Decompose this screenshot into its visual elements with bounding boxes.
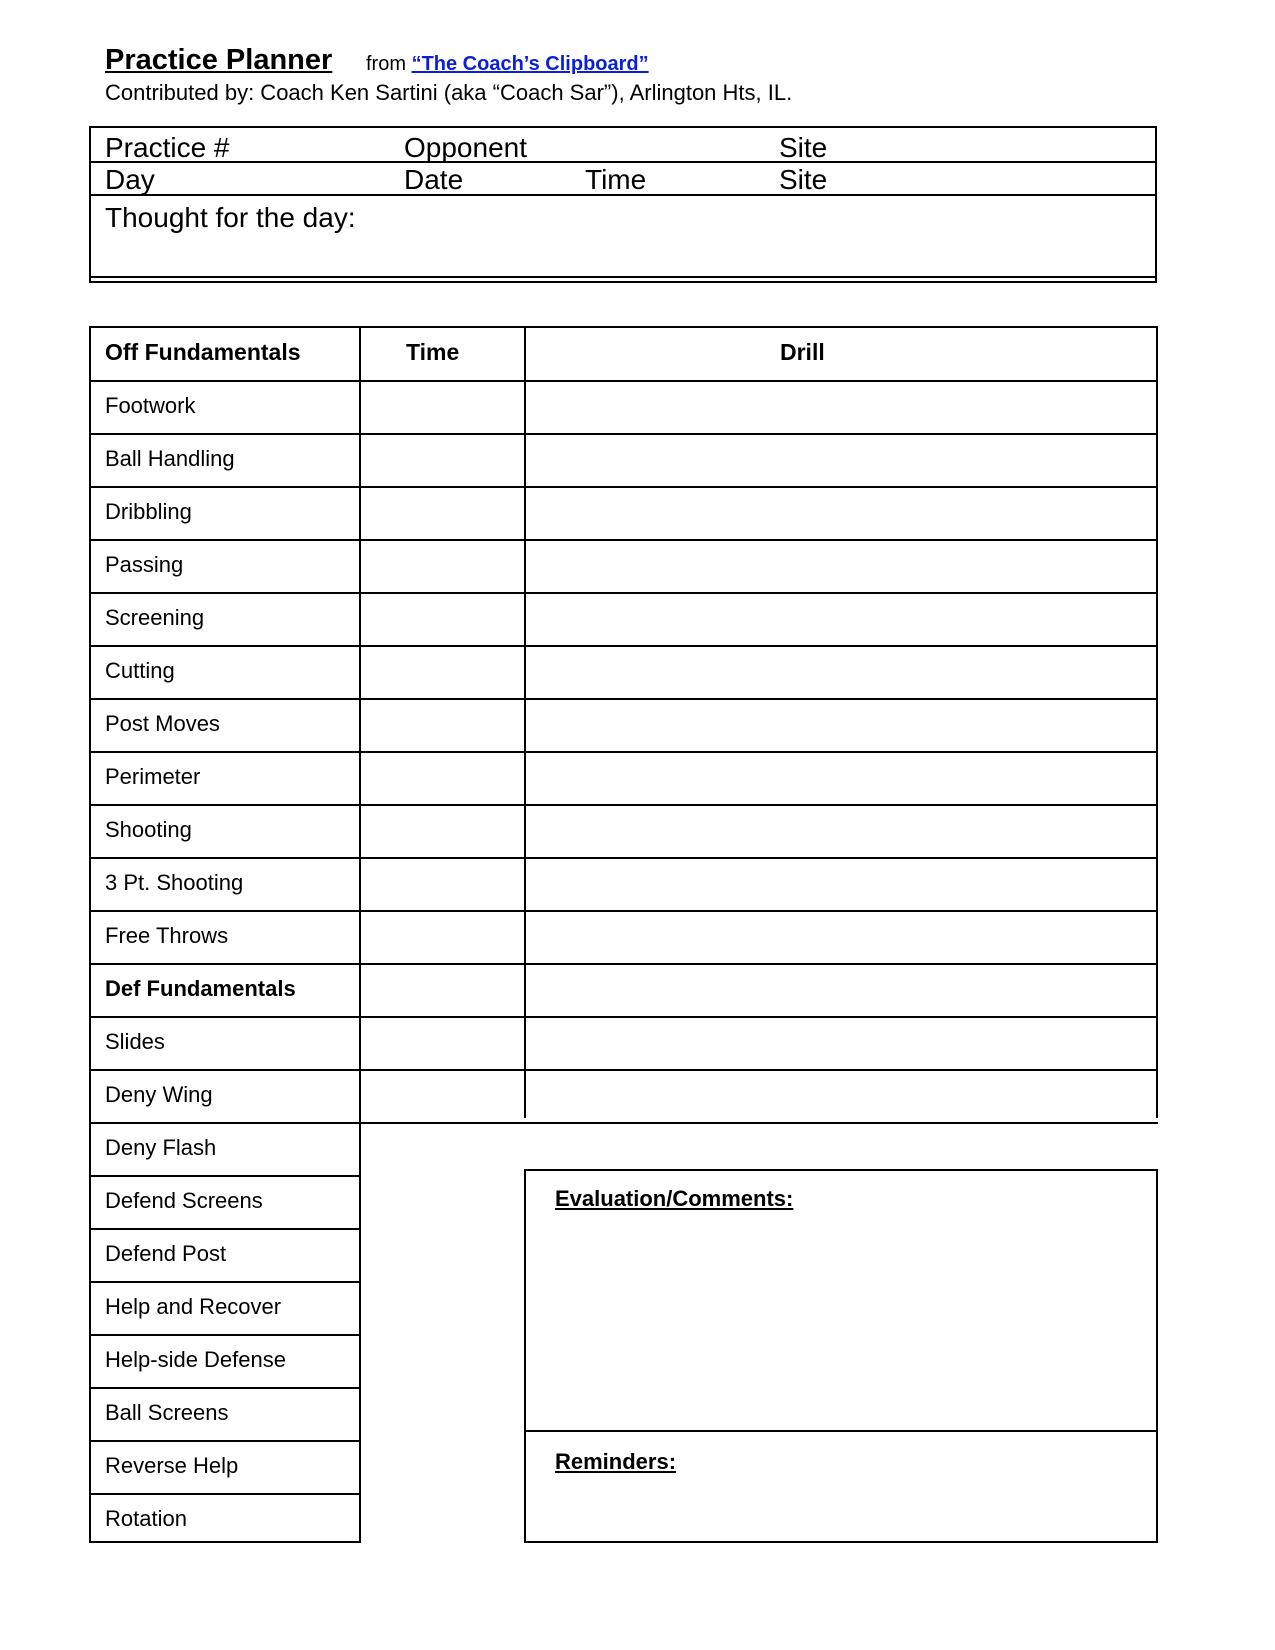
- row-divider: [89, 857, 1158, 859]
- site-field[interactable]: Site: [779, 132, 828, 163]
- row-divider: [89, 1440, 361, 1442]
- table-row: Dribbling: [105, 499, 192, 524]
- row-divider: [89, 804, 1158, 806]
- table-row: Ball Screens: [105, 1400, 229, 1425]
- row-divider: [89, 433, 1158, 435]
- reminders-label: Reminders:: [555, 1449, 677, 1474]
- thought-for-the-day-field[interactable]: Thought for the day:: [105, 202, 356, 233]
- table-right-border: [1156, 326, 1158, 1118]
- row-divider: [89, 1281, 361, 1283]
- day-field[interactable]: Day: [105, 164, 155, 195]
- column-header-time: Time: [406, 339, 460, 365]
- eval-box-left-border: [524, 1169, 526, 1543]
- table-top-border: [89, 326, 1158, 328]
- table-bottom-border: [89, 1541, 361, 1543]
- table-row: Deny Flash: [105, 1135, 217, 1160]
- table-row: Help-side Defense: [105, 1347, 286, 1372]
- row-divider: [89, 910, 1158, 912]
- row-divider: [89, 1228, 361, 1230]
- column-header-off-fundamentals: Off Fundamentals: [105, 339, 301, 365]
- eval-box-divider: [524, 1430, 1158, 1432]
- table-row: Shooting: [105, 817, 192, 842]
- row-divider: [89, 751, 1158, 753]
- eval-box-bottom-border: [524, 1541, 1158, 1543]
- table-row: Passing: [105, 552, 184, 577]
- table-left-border: [89, 326, 91, 1543]
- table-row: Slides: [105, 1029, 165, 1054]
- row-divider: [89, 592, 1158, 594]
- source-line: [366, 53, 649, 76]
- eval-box-top-border: [524, 1169, 1158, 1171]
- row-divider: [89, 1334, 361, 1336]
- source-link[interactable]: “The Coach’s Clipboard”: [411, 53, 649, 75]
- column-header-drill: Drill: [780, 339, 825, 365]
- header-row-divider: [89, 380, 1158, 382]
- divider: [91, 276, 1155, 278]
- table-row: Post Moves: [105, 711, 220, 736]
- column-divider: [524, 326, 526, 1118]
- eval-box-right-border: [1156, 1169, 1158, 1543]
- table-row: Screening: [105, 605, 205, 630]
- table-row: Ball Handling: [105, 446, 235, 471]
- table-row: Deny Wing: [105, 1082, 213, 1107]
- table-row: Cutting: [105, 658, 175, 683]
- table-row: 3 Pt. Shooting: [105, 870, 244, 895]
- date-field[interactable]: Date: [404, 164, 464, 195]
- row-divider: [89, 486, 1158, 488]
- table-row: Reverse Help: [105, 1453, 239, 1478]
- table-row: Rotation: [105, 1506, 187, 1531]
- table-row: Perimeter: [105, 764, 201, 789]
- row-divider: [89, 1175, 361, 1177]
- table-row: Defend Screens: [105, 1188, 263, 1213]
- table-row: Help and Recover: [105, 1294, 282, 1319]
- divider: [91, 161, 1155, 163]
- row-divider: [89, 1069, 1158, 1071]
- row-divider: [89, 1016, 1158, 1018]
- contributor-line: Contributed by: Coach Ken Sartini (aka “Coach Sar”), Arlington Hts, IL.: [105, 80, 793, 105]
- row-divider: [89, 539, 1158, 541]
- opponent-field[interactable]: Opponent: [404, 132, 527, 163]
- table-row: Free Throws: [105, 923, 229, 948]
- page-title: Practice Planner: [105, 44, 333, 76]
- practice-info-box: [89, 126, 1157, 283]
- table-row: Defend Post: [105, 1241, 227, 1266]
- row-divider: [89, 963, 1158, 965]
- table-row: Footwork: [105, 393, 196, 418]
- row-divider: [89, 1122, 1158, 1124]
- practice-number-field[interactable]: Practice #: [105, 132, 230, 163]
- from-label: from: [366, 53, 406, 75]
- column-divider: [359, 326, 361, 1543]
- row-divider: [89, 1493, 361, 1495]
- site-field-2[interactable]: Site: [779, 164, 828, 195]
- row-divider: [89, 698, 1158, 700]
- evaluation-comments-label: Evaluation/Comments:: [555, 1186, 794, 1211]
- time-field[interactable]: Time: [585, 164, 647, 195]
- section-heading-def-fundamentals: Def Fundamentals: [105, 976, 296, 1001]
- row-divider: [89, 1387, 361, 1389]
- row-divider: [89, 645, 1158, 647]
